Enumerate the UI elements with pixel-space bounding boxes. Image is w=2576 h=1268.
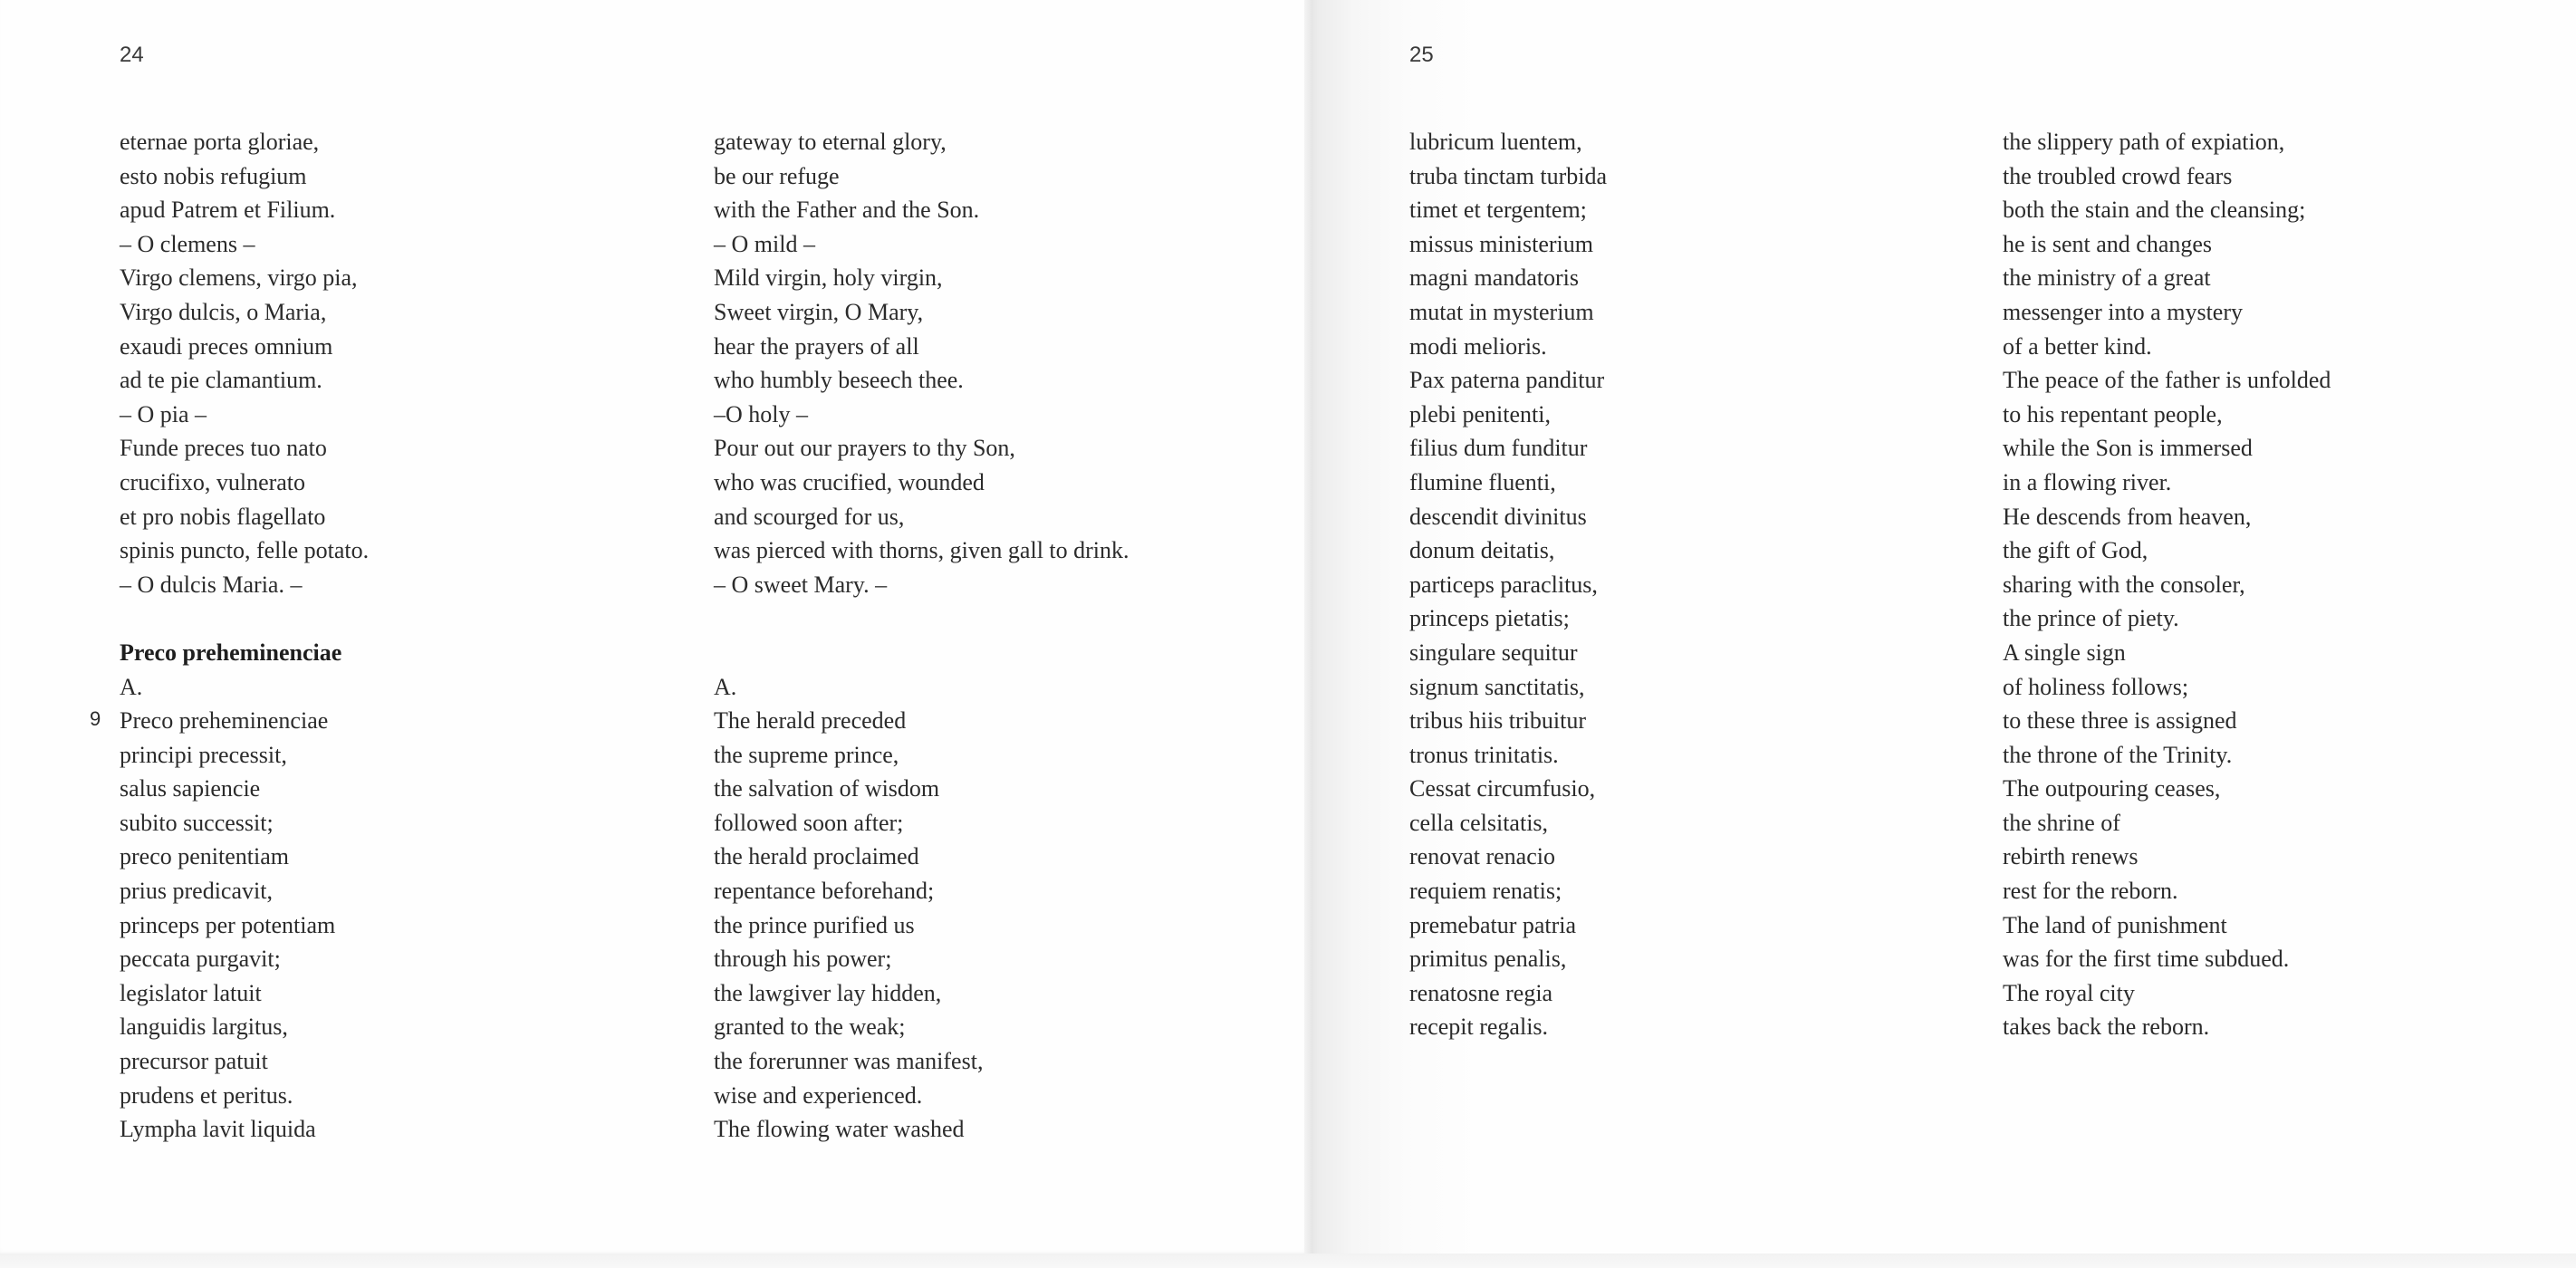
text-line: premebatur patria — [1409, 911, 1577, 938]
text-line: – O sweet Mary. – — [714, 571, 888, 598]
text-line: of a better kind. — [2003, 332, 2152, 360]
text-line: princeps per potentiam — [120, 911, 336, 938]
text-line: prudens et peritus. — [120, 1081, 293, 1109]
section-heading: Preco preheminenciae — [120, 639, 342, 666]
text-line: tronus trinitatis. — [1409, 741, 1559, 768]
text-line: particeps paraclitus, — [1409, 571, 1598, 598]
text-line: the throne of the Trinity. — [2003, 741, 2233, 768]
text-line: legislator latuit — [120, 979, 262, 1006]
text-line: Preco preheminenciae — [120, 707, 329, 735]
text-line: who humbly beseech thee. — [714, 367, 964, 394]
text-line: and scourged for us, — [714, 503, 905, 530]
text-line: –O holy – — [714, 400, 808, 427]
text-line: truba tinctam turbida — [1409, 162, 1608, 189]
text-line: Virgo clemens, virgo pia, — [120, 264, 358, 292]
english-column-right — [2003, 125, 2331, 1044]
text-line: spinis puncto, felle potato. — [120, 537, 370, 564]
book-gutter — [1304, 0, 1317, 1268]
text-line: both the stain and the cleansing; — [2003, 197, 2306, 224]
latin-column-left — [120, 125, 369, 1147]
text-line: the herald proclaimed — [714, 843, 919, 870]
text-line: – O clemens – — [120, 230, 255, 257]
text-line: – O pia – — [120, 400, 207, 427]
text-line: apud Patrem et Filium. — [120, 197, 336, 224]
text-line: the shrine of — [2003, 809, 2120, 836]
text-line: Lympha lavit liquida — [120, 1116, 316, 1143]
text-line: the lawgiver lay hidden, — [714, 979, 942, 1006]
text-line: precursor patuit — [120, 1048, 268, 1075]
text-line: The royal city — [2003, 979, 2135, 1006]
english-column-left — [714, 125, 1129, 1147]
text-line: to these three is assigned — [2003, 707, 2237, 735]
text-line: primitus penalis, — [1409, 946, 1567, 973]
text-line: A single sign — [2003, 639, 2126, 666]
text-line: eternae porta gloriae, — [120, 129, 320, 155]
text-line: requiem renatis; — [1409, 878, 1562, 905]
text-line: to his repentant people, — [2003, 400, 2223, 427]
text-line: ad te pie clamantium. — [120, 367, 322, 394]
text-line: takes back the reborn. — [2003, 1013, 2210, 1041]
text-line: repentance beforehand; — [714, 878, 935, 905]
text-line: exaudi preces omnium — [120, 332, 333, 360]
text-line: A. — [120, 673, 143, 700]
text-line: donum deitatis, — [1409, 537, 1555, 564]
text-line: who was crucified, wounded — [714, 468, 985, 495]
text-line: wise and experienced. — [714, 1081, 923, 1109]
text-line: be our refuge — [714, 162, 840, 189]
text-line: The flowing water washed — [714, 1116, 965, 1143]
text-line: preco penitentiam — [120, 843, 289, 870]
text-line: plebi penitenti, — [1409, 400, 1551, 427]
text-line: mutat in mysterium — [1409, 298, 1594, 325]
text-line: – O mild – — [714, 230, 815, 257]
text-line: lubricum luentem, — [1409, 129, 1582, 155]
page-bottom-edge — [0, 1254, 2576, 1268]
text-line: the slippery path of expiation, — [2003, 129, 2285, 155]
text-line: the prince of piety. — [2003, 605, 2179, 632]
text-line: the troubled crowd fears — [2003, 162, 2233, 189]
text-line: Funde preces tuo nato — [120, 435, 327, 462]
text-line: the prince purified us — [714, 911, 915, 938]
text-line: prius predicavit, — [120, 878, 273, 905]
text-line: Cessat circumfusio, — [1409, 775, 1596, 802]
text-line — [714, 601, 1129, 636]
text-line: the gift of God, — [2003, 537, 2148, 564]
text-line: peccata purgavit; — [120, 946, 281, 973]
text-line: Sweet virgin, O Mary, — [714, 298, 924, 325]
right-page — [1317, 0, 2576, 1254]
text-line: followed soon after; — [714, 809, 904, 836]
text-line: – O dulcis Maria. – — [120, 571, 303, 598]
text-line: tribus hiis tribuitur — [1409, 707, 1586, 735]
text-line: sharing with the consoler, — [2003, 571, 2245, 598]
text-line: the salvation of wisdom — [714, 775, 940, 802]
text-line: gateway to eternal glory, — [714, 129, 947, 155]
text-line: magni mandatoris — [1409, 264, 1580, 292]
text-line: He descends from heaven, — [2003, 503, 2252, 530]
text-line: filius dum funditur — [1409, 435, 1588, 462]
latin-column-right — [1409, 125, 1607, 1044]
text-line: was for the first time subdued. — [2003, 946, 2290, 973]
text-line: the ministry of a great — [2003, 264, 2211, 292]
text-line: princeps pietatis; — [1409, 605, 1570, 632]
text-line: singulare sequitur — [1409, 639, 1578, 666]
text-line: was pierced with thorns, given gall to drink. — [714, 537, 1129, 564]
text-line: the forerunner was manifest, — [714, 1048, 984, 1075]
text-line: rest for the reborn. — [2003, 878, 2178, 905]
text-line: languidis largitus, — [120, 1013, 288, 1041]
text-line: cella celsitatis, — [1409, 809, 1549, 836]
text-line: with the Father and the Son. — [714, 197, 980, 224]
text-line: The land of punishment — [2003, 911, 2227, 938]
text-line: signum sanctitatis, — [1409, 673, 1585, 700]
page-number-right: 25 — [1409, 43, 1434, 67]
text-line: The peace of the father is unfolded — [2003, 367, 2331, 394]
text-line: et pro nobis flagellato — [120, 503, 326, 530]
text-line: subito successit; — [120, 809, 274, 836]
text-line: timet et tergentem; — [1409, 197, 1587, 224]
text-line — [120, 601, 369, 636]
text-line: missus ministerium — [1409, 230, 1593, 257]
text-line: in a flowing river. — [2003, 468, 2172, 495]
text-line — [714, 636, 1129, 670]
text-line: The outpouring ceases, — [2003, 775, 2221, 802]
text-line: messenger into a mystery — [2003, 298, 2243, 325]
text-line: recepit regalis. — [1409, 1013, 1549, 1041]
text-line: A. — [714, 673, 737, 700]
page-number-left: 24 — [120, 43, 144, 67]
text-line: crucifixo, vulnerato — [120, 468, 306, 495]
text-line: flumine fluenti, — [1409, 468, 1556, 495]
text-line: descendit divinitus — [1409, 503, 1587, 530]
verse-number: 9 — [90, 707, 101, 730]
text-line: granted to the weak; — [714, 1013, 906, 1041]
text-line: he is sent and changes — [2003, 230, 2213, 257]
text-line: while the Son is immersed — [2003, 435, 2253, 462]
text-line: salus sapiencie — [120, 775, 261, 802]
text-line: renovat renacio — [1409, 843, 1555, 870]
text-line: Pour out our prayers to thy Son, — [714, 435, 1015, 462]
text-line: rebirth renews — [2003, 843, 2139, 870]
text-line: Virgo dulcis, o Maria, — [120, 298, 327, 325]
text-line: of holiness follows; — [2003, 673, 2189, 700]
text-line: hear the prayers of all — [714, 332, 919, 360]
text-line: The herald preceded — [714, 707, 907, 735]
text-line: through his power; — [714, 946, 892, 973]
text-line: esto nobis refugium — [120, 162, 307, 189]
text-line: modi melioris. — [1409, 332, 1547, 360]
text-line: renatosne regia — [1409, 979, 1553, 1006]
text-line: principi precessit, — [120, 741, 287, 768]
text-line: Pax paterna panditur — [1409, 367, 1605, 394]
text-line: Mild virgin, holy virgin, — [714, 264, 943, 292]
text-line: the supreme prince, — [714, 741, 899, 768]
